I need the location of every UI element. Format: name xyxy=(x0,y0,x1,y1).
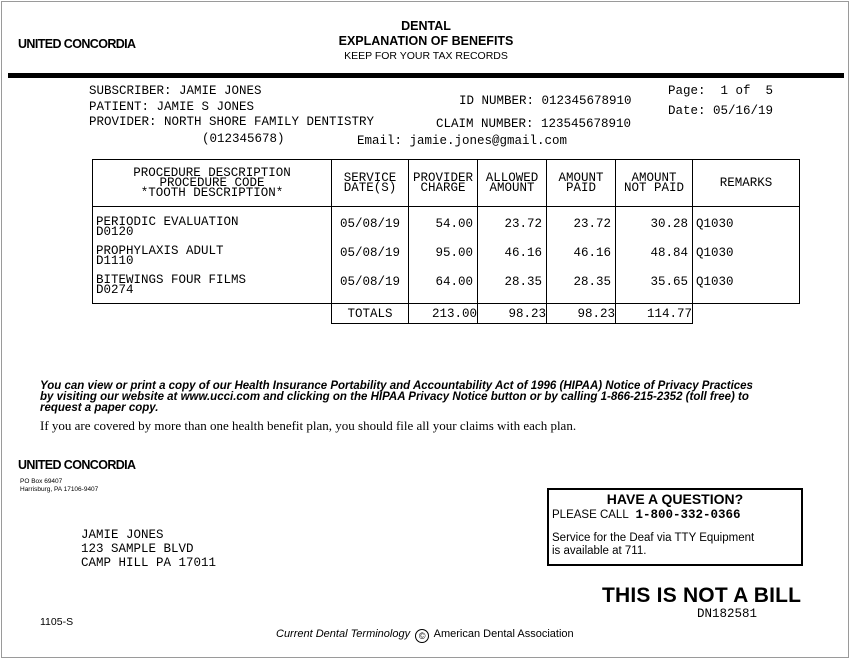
return-address-line1: PO Box 69407 xyxy=(20,478,63,485)
total-charge: 213.00 xyxy=(409,304,478,324)
united-concordia-return-logo: UNITED CONCORDIA xyxy=(18,458,136,472)
header-title-dental: DENTAL xyxy=(401,19,451,33)
service-date: 05/08/19 xyxy=(339,246,400,260)
cdt-copyright-line xyxy=(276,628,574,643)
email-line: Email: jamie.jones@gmail.com xyxy=(357,134,568,148)
amount-paid: 46.16 xyxy=(573,246,611,260)
procedure-item xyxy=(93,217,331,237)
header-date-line1: SERVICE xyxy=(343,171,397,185)
header-provider-charge xyxy=(409,160,478,207)
copyright-icon: © xyxy=(415,629,429,643)
total-paid: 98.23 xyxy=(547,304,616,324)
patient-line: PATIENT: JAMIE S JONES xyxy=(89,100,255,114)
tty-line1: Service for the Deaf via TTY Equipment xyxy=(552,532,755,544)
header-service-date xyxy=(332,160,409,207)
remark-code: Q1030 xyxy=(696,217,734,231)
header-procedure-line3: *TOOTH DESCRIPTION* xyxy=(140,186,284,200)
procedure-item xyxy=(93,275,331,295)
header-notpaid-line1: AMOUNT xyxy=(631,171,677,185)
provider-charge: 95.00 xyxy=(435,246,473,260)
service-date: 05/08/19 xyxy=(339,217,400,231)
header-amount-paid xyxy=(547,160,616,207)
document-number: DN182581 xyxy=(697,607,758,621)
call-line xyxy=(552,508,741,522)
totals-spacer xyxy=(93,304,332,324)
allowed-amount: 23.72 xyxy=(504,217,542,231)
header-prov-line2: CHARGE xyxy=(420,181,466,195)
allowed-amount: 46.16 xyxy=(504,246,542,260)
id-number: ID NUMBER: 012345678910 xyxy=(459,94,632,108)
amount-not-paid: 35.65 xyxy=(650,275,688,289)
remark-code: Q1030 xyxy=(696,246,734,260)
amount-paid: 28.35 xyxy=(573,275,611,289)
totals-label: TOTALS xyxy=(332,304,409,324)
header-paid-line1: AMOUNT xyxy=(558,171,604,185)
header-procedure xyxy=(93,160,332,207)
hipaa-notice-line2: by visiting our website at www.ucci.com and clicking on the HIPAA Privacy Notice button or by calling 1-866-215-2352 (toll free) to xyxy=(40,391,749,403)
claim-number: CLAIM NUMBER: 123545678910 xyxy=(436,117,632,131)
subscriber-line: SUBSCRIBER: JAMIE JONES xyxy=(89,84,262,98)
united-concordia-logo: UNITED CONCORDIA xyxy=(18,37,136,51)
header-procedure-line1: PROCEDURE DESCRIPTION xyxy=(133,166,291,180)
amount-not-paid: 30.28 xyxy=(650,217,688,231)
header-divider xyxy=(8,73,844,78)
recipient-street: 123 SAMPLE BLVD xyxy=(81,542,194,556)
header-date-line2: DATE(S) xyxy=(343,181,397,195)
tty-line2: is available at 711. xyxy=(552,545,647,557)
header-procedure-line2: PROCEDURE CODE xyxy=(159,176,265,190)
header-paid-line2: PAID xyxy=(565,181,596,195)
page-indicator: Page: 1 of 5 xyxy=(668,84,774,98)
cdt-text: Current Dental Terminology xyxy=(276,628,411,640)
hipaa-notice-line3: request a paper copy. xyxy=(40,402,159,414)
procedure-code: D0274 xyxy=(96,283,134,297)
amount-paid-column xyxy=(547,207,616,304)
table-header-row xyxy=(93,160,800,207)
totals-row xyxy=(93,304,800,324)
header-notpaid-line2: NOT PAID xyxy=(623,181,684,195)
total-allowed: 98.23 xyxy=(478,304,547,324)
total-not-paid: 114.77 xyxy=(616,304,693,324)
remark-code: Q1030 xyxy=(696,275,734,289)
provider-charge: 54.00 xyxy=(435,217,473,231)
statement-date: Date: 05/16/19 xyxy=(668,104,774,118)
header-amount-not-paid xyxy=(616,160,693,207)
provider-id: (012345678) xyxy=(202,132,285,146)
claims-table xyxy=(92,159,800,324)
service-date: 05/08/19 xyxy=(339,275,400,289)
amount-not-paid: 48.84 xyxy=(650,246,688,260)
procedure-code: D1110 xyxy=(96,254,134,268)
header-prov-line1: PROVIDER xyxy=(412,171,473,185)
provider-charge-column xyxy=(409,207,478,304)
recipient-name: JAMIE JONES xyxy=(81,528,164,542)
multiple-plan-note: If you are covered by more than one health benefit plan, you should file all your claims with each plan. xyxy=(40,418,577,433)
allowed-amount: 28.35 xyxy=(504,275,542,289)
not-a-bill-notice: THIS IS NOT A BILL xyxy=(602,584,802,607)
form-code: 1105-S xyxy=(40,616,74,628)
header-title-eob: EXPLANATION OF BENEFITS xyxy=(338,34,514,48)
amount-not-paid-column xyxy=(616,207,693,304)
amount-paid: 23.72 xyxy=(573,217,611,231)
procedure-description: PERIODIC EVALUATION xyxy=(96,215,239,229)
header-remarks-label: REMARKS xyxy=(719,176,773,190)
header-allowed-amount xyxy=(478,160,547,207)
allowed-amount-column xyxy=(478,207,547,304)
return-address-line2: Harrisburg, PA 17106-9407 xyxy=(20,486,99,493)
header-subtitle: KEEP FOR YOUR TAX RECORDS xyxy=(344,50,508,62)
header-allow-line2: AMOUNT xyxy=(489,181,535,195)
provider-charge: 64.00 xyxy=(435,275,473,289)
header-remarks xyxy=(693,160,800,207)
procedure-item xyxy=(93,246,331,266)
table-body-row xyxy=(93,207,800,304)
question-box xyxy=(547,488,803,566)
ada-text: American Dental Association xyxy=(433,628,574,640)
phone-number: 1-800-332-0366 xyxy=(635,508,741,522)
service-date-column xyxy=(332,207,409,304)
call-label: PLEASE CALL xyxy=(552,509,629,521)
header-allow-line1: ALLOWED xyxy=(485,171,539,185)
hipaa-notice-line1: You can view or print a copy of our Health Insurance Portability and Accountability Act of 1996 (HIPAA) Notice of Privacy Practices xyxy=(40,380,753,392)
procedure-description: PROPHYLAXIS ADULT xyxy=(96,244,224,258)
procedure-code: D0120 xyxy=(96,225,134,239)
recipient-city: CAMP HILL PA 17011 xyxy=(81,556,217,570)
procedure-column xyxy=(93,207,332,304)
totals-spacer xyxy=(693,304,800,324)
procedure-description: BITEWINGS FOUR FILMS xyxy=(96,273,247,287)
question-title: HAVE A QUESTION? xyxy=(606,491,744,507)
remarks-column xyxy=(693,207,800,304)
provider-line: PROVIDER: NORTH SHORE FAMILY DENTISTRY xyxy=(89,115,375,129)
